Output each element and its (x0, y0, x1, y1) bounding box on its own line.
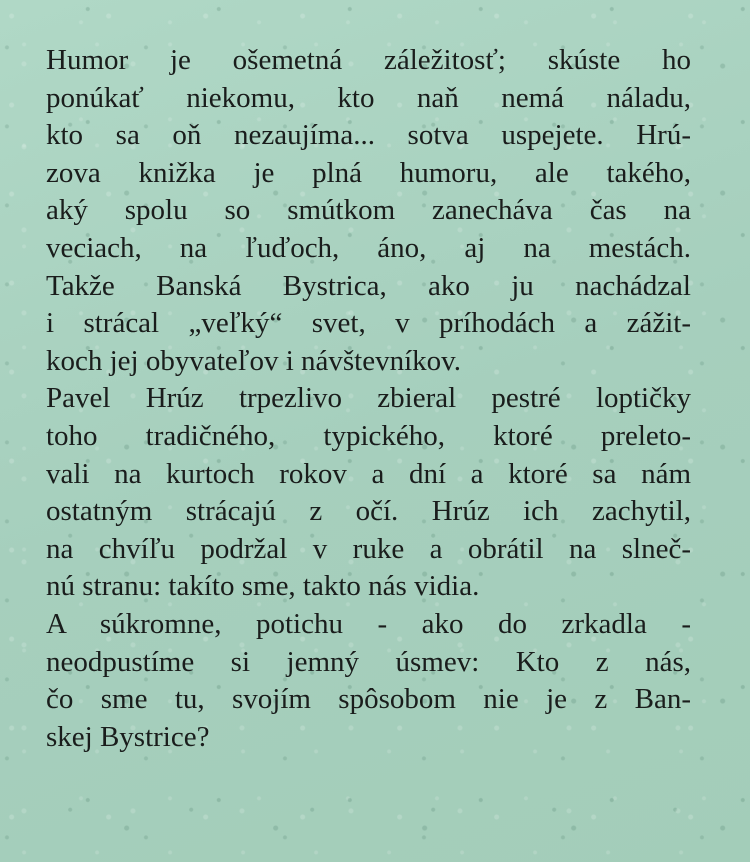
text-line: Humor je ošemetná záležitosť; skúste ho (46, 44, 691, 76)
text-line: A súkromne, potichu - ako do zrkadla - (46, 607, 691, 640)
text-line: neodpustíme si jemný úsmev: Kto z nás, (46, 645, 691, 678)
text-line: Takže Banská Bystrica, ako ju nachádzal (46, 269, 691, 302)
text-line: aký spolu so smútkom zanecháva čas na (46, 194, 691, 227)
text-line: toho tradičného, typického, ktoré preleto- (46, 419, 691, 452)
text-line: čo sme tu, svojím spôsobom nie je z Ban- (46, 683, 691, 716)
text-line: ponúkať niekomu, kto naň nemá náladu, (46, 81, 691, 114)
text-line: kto sa oň nezaujíma... sotva uspejete. Hrú- (46, 119, 691, 152)
text-line: vali na kurtoch rokov a dní a ktoré sa nám (46, 457, 691, 490)
text-line: veciach, na ľuďoch, áno, aj na mestách. (46, 231, 691, 264)
text-line: i strácal „veľký“ svet, v príhodách a zážit- (46, 307, 691, 340)
text-line: ostatným strácajú z očí. Hrúz ich zachytil, (46, 495, 691, 528)
book-blurb-text (46, 42, 691, 756)
text-line: skej Bystrice? (46, 720, 210, 753)
text-line: koch jej obyvateľov i návštevníkov. (46, 344, 462, 377)
text-line: Pavel Hrúz trpezlivo zbieral pestré loptičky (46, 382, 691, 415)
text-line: zova knižka je plná humoru, ale takého, (46, 156, 691, 189)
text-line: nú stranu: takíto sme, takto nás vidia. (46, 570, 480, 603)
text-line: na chvíľu podržal v ruke a obrátil na slneč- (46, 532, 691, 565)
